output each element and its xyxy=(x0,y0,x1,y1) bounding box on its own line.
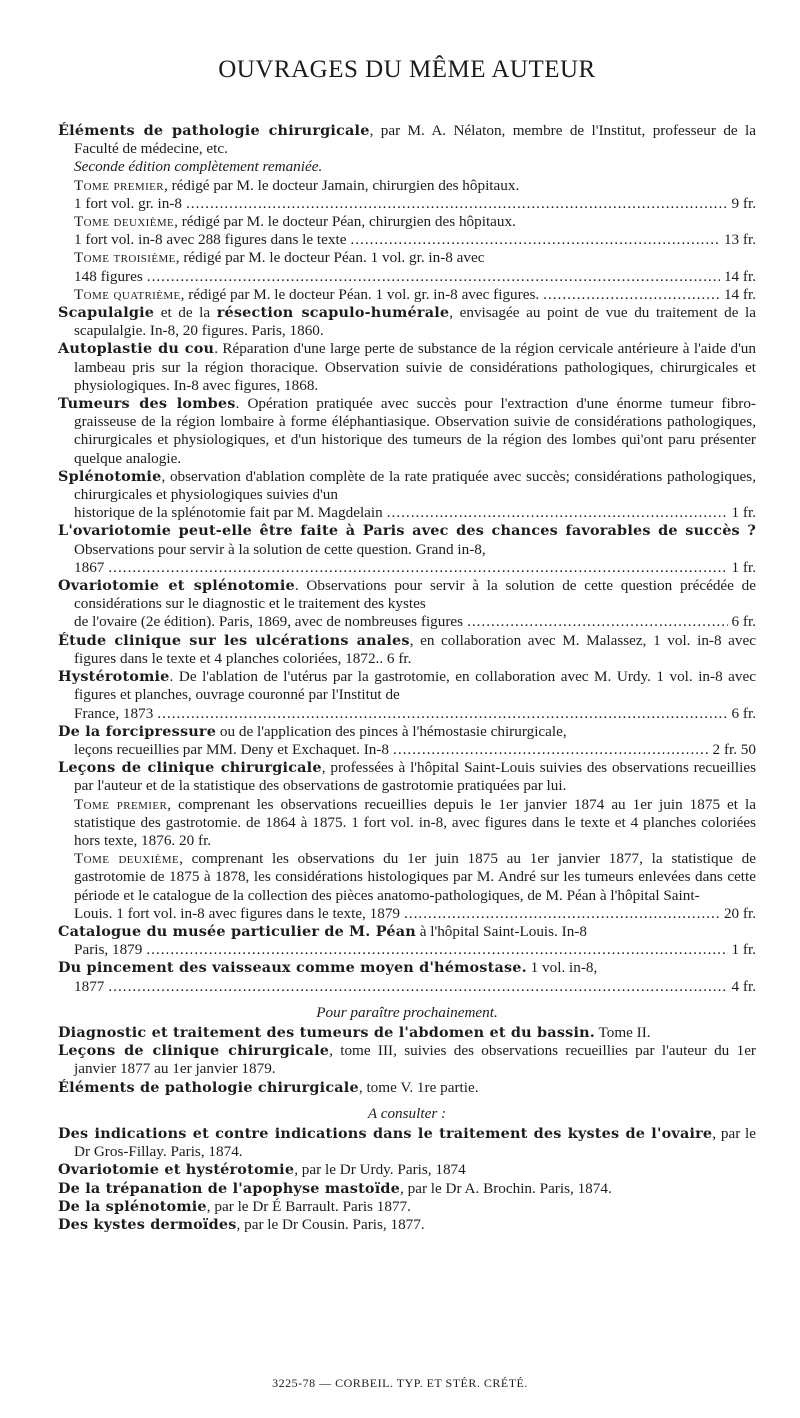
list-item xyxy=(58,1125,756,1161)
entry-text: historique de la splénotomie fait par M. Magdelain xyxy=(74,504,383,522)
entry-price: 20 fr. xyxy=(723,904,756,922)
entry-price: 14 fr. xyxy=(723,285,756,303)
entry-text: . De l'ablation de l'utérus par la gastrotomie, en collaboration avec M. Urdy. 1 vol. in-8 avec figures et planches, ouvrage couronné par l'Institut de xyxy=(74,668,756,704)
list-item xyxy=(58,1198,756,1216)
entry-title: Leçons de clinique chirurgicale xyxy=(58,1042,330,1060)
entry-text: 1867 xyxy=(74,558,105,576)
list-item xyxy=(58,577,756,632)
entry-price: 2 fr. 50 xyxy=(712,740,756,758)
entry-title: Leçons de clinique chirurgicale xyxy=(58,759,322,777)
entry-price: 1 fr. xyxy=(731,558,756,576)
entry-title: De la trépanation de l'apophyse mastoïde xyxy=(58,1179,401,1197)
list-item xyxy=(58,1161,756,1179)
printer-footer: 3225-78 — CORBEIL. TYP. ET STÉR. CRÉTÉ. xyxy=(272,1376,528,1390)
list-item xyxy=(58,1042,756,1078)
entry-title: Diagnostic et traitement des tumeurs de l'abdomen et du bassin. xyxy=(58,1023,595,1041)
entry-text: , par le Dr Gros-Fillay. Paris, 1874. xyxy=(74,1124,756,1161)
entry-text: , en collaboration avec M. Malassez, 1 vol. in-8 avec figures dans le texte et 4 planches coloriées, 1872.. 6 fr. xyxy=(74,631,756,667)
list-item xyxy=(58,286,756,304)
entry-title: Tumeurs des lombes xyxy=(58,395,236,413)
list-item xyxy=(58,249,756,285)
entry-text: , comprenant les observations du 1er juin 1875 au 1er janvier 1877, la statistique de gastrotomie de 1875 à 1878, les considérations histologiques par M. André sur les tumeurs enlevées dans cette période et le catalogue de la collection des pièces anatomo-pathologiques, de M. Péan à l'hôpital Saint- xyxy=(74,850,756,904)
list-item xyxy=(58,723,756,759)
entry-title: Étude clinique sur les ulcérations anales xyxy=(58,631,410,649)
entry-text: . Réparation d'une large perte de substance de la région cervicale antérieure à l'aide d'un lambeau pris sur la région thoracique. Observation suivie de considérations pathologiques, chirurgicales et physiologiques. In-8 avec figures, 1868. xyxy=(74,340,756,394)
entry-text: Paris, 1879 xyxy=(74,941,143,959)
entry-text: , rédigé par M. le docteur Péan. 1 vol. gr. in-8 avec figures. xyxy=(180,285,540,303)
entry-text: France, 1873 xyxy=(74,704,154,722)
entry-title: Des indications et contre indications dans le traitement des kystes de l'ovaire xyxy=(58,1124,713,1142)
entry-text: 1 fort vol. in-8 avec 288 figures dans le texte xyxy=(74,231,347,249)
entry-title: Éléments de pathologie chirurgicale xyxy=(58,122,370,139)
entry-text: Tome II. xyxy=(594,1023,651,1041)
list-item xyxy=(58,122,756,158)
entry-text: , par le Dr A. Brochin. Paris, 1874. xyxy=(400,1179,612,1197)
section-heading-forthcoming: Pour paraître prochainement. xyxy=(316,1003,498,1021)
entry-lead: Tome troisième xyxy=(74,249,176,267)
list-item xyxy=(58,158,756,176)
list-item xyxy=(58,340,756,395)
entry-text: , tome III, suivies des observations recueillies par l'auteur du 1er janvier 1877 au 1er janvier 1879. xyxy=(74,1042,756,1078)
entry-text: , envisagée au point de vue du traitement de la scapulalgie. In-8, 20 figures. Paris, 1860. xyxy=(74,304,756,340)
entry-title: Ovariotomie et hystérotomie xyxy=(58,1161,295,1179)
list-item xyxy=(58,1180,756,1198)
entry-text: . Observations pour servir à la solution de cette question précédée de considérations sur le diagnostic et le traitement des kystes xyxy=(74,577,757,613)
entry-text: , par le Dr Cousin. Paris, 1877. xyxy=(236,1215,425,1233)
entry-text: , par le Dr Urdy. Paris, 1874 xyxy=(294,1161,466,1179)
entry-text: , rédigé par M. le docteur Jamain, chirurgien des hôpitaux. xyxy=(164,176,520,194)
entry-title: Splénotomie xyxy=(58,467,162,485)
list-item xyxy=(58,1079,756,1097)
entry-title: Éléments de pathologie chirurgicale xyxy=(58,1078,359,1096)
entry-text: 1877 xyxy=(74,977,105,995)
entry-text: Louis. 1 fort vol. in-8 avec figures dans le texte, 1879 xyxy=(74,904,401,922)
list-item xyxy=(58,304,756,340)
entry-text: leçons recueillies par MM. Deny et Exchaquet. In-8 xyxy=(74,740,390,758)
entry-text: et de la xyxy=(154,304,217,322)
entry-title: résection scapulo-humérale xyxy=(216,304,450,322)
list-item xyxy=(58,522,756,577)
entry-text: , comprenant les observations recueillies depuis le 1er janvier 1874 au 1er juin 1875 et la statistique des gastrotomie. de 1864 à 1875. 1 fort vol. in-8, avec figures dans le texte et 4 planches coloriées hors texte, 1876. 20 fr. xyxy=(74,795,756,849)
entry-text: , rédigé par M. le docteur Péan, chirurgien des hôpitaux. xyxy=(174,213,516,231)
entry-text: , rédigé par M. le docteur Péan. 1 vol. gr. in-8 avec xyxy=(175,249,485,267)
entry-lead: Tome quatrième xyxy=(74,285,181,303)
entry-text: de l'ovaire (2e édition). Paris, 1869, avec de nombreuses figures xyxy=(74,613,464,631)
entry-title: Autoplastie du cou xyxy=(58,340,215,358)
entry-text: , par M. A. Nélaton, membre de l'Institut, professeur de la Faculté de médecine, etc. xyxy=(74,122,756,158)
list-item xyxy=(58,850,756,923)
entry-title: De la splénotomie xyxy=(58,1197,207,1215)
entry-lead: Tome premier xyxy=(74,176,164,194)
entry-price: 6 fr. xyxy=(731,613,756,631)
list-item xyxy=(58,796,756,851)
entries-list xyxy=(58,122,756,1234)
entry-text: ou de l'application des pinces à l'hémostasie chirurgicale, xyxy=(216,722,567,740)
page-header: OUVRAGES DU MÊME AUTEUR xyxy=(218,56,596,83)
list-item xyxy=(58,177,756,213)
entry-text: , tome V. 1re partie. xyxy=(358,1078,479,1096)
entry-subtitle: Seconde édition complètement remaniée. xyxy=(74,158,323,176)
list-item xyxy=(58,759,756,795)
section-heading-consult: A consulter : xyxy=(367,1104,447,1122)
entry-lead: Tome premier xyxy=(74,795,168,813)
list-item xyxy=(58,632,756,668)
list-item xyxy=(58,923,756,959)
entry-text: , par le Dr É Barrault. Paris 1877. xyxy=(206,1197,411,1215)
entry-title: Catalogue du musée particulier de M. Péan xyxy=(58,922,416,940)
entry-text: . Opération pratiquée avec succès pour l'extraction d'une énorme tumeur fibro-graisseuse de la région lombaire à forme éléphantiasique. Observation suivie de considérations pathologiques, chirurgicales et physiologiques, et d'un historique des tumeurs de la région des lombes qui'ont paru présenter quelque analogie. xyxy=(74,395,756,467)
entry-price: 4 fr. xyxy=(731,977,756,995)
entry-text: , professées à l'hôpital Saint-Louis suivies des observations recueillies par l'auteur et de la statistique des observations de gastrotomie pratiquées par lui. xyxy=(74,759,756,795)
entry-title: Scapulalgie xyxy=(58,304,155,322)
entry-price: 9 fr. xyxy=(731,194,756,212)
entry-lead: Tome deuxième xyxy=(74,850,180,868)
entry-text: à l'hôpital Saint-Louis. In-8 xyxy=(415,922,587,940)
list-item xyxy=(58,213,756,249)
list-item xyxy=(58,1024,756,1042)
list-item xyxy=(58,468,756,523)
list-item xyxy=(58,395,756,468)
entry-title: L'ovariotomie peut-elle être faite à Paris avec des chances favorables de succès ? xyxy=(58,522,756,540)
entry-text: 1 vol. in-8, xyxy=(526,959,598,977)
entry-price: 6 fr. xyxy=(731,704,756,722)
entry-text: 1 fort vol. gr. in-8 xyxy=(74,194,182,212)
entry-lead: Tome deuxième xyxy=(74,213,175,231)
entry-price: 13 fr. xyxy=(723,231,756,249)
entry-price: 1 fr. xyxy=(731,504,756,522)
entry-title: De la forcipressure xyxy=(58,722,217,740)
list-item xyxy=(58,668,756,723)
list-item xyxy=(58,1216,756,1234)
entry-price: 1 fr. xyxy=(731,941,756,959)
entry-title: Ovariotomie et splénotomie xyxy=(58,577,295,595)
entry-text: Observations pour servir à la solution de cette question. Grand in-8, xyxy=(74,540,486,558)
entry-text: 148 figures xyxy=(74,267,143,285)
entry-text: , observation d'ablation complète de la rate pratiquée avec succès; considérations pathologiques, chirurgicales et physiologiques suivies d'un xyxy=(74,467,756,504)
entry-title: Des kystes dermoïdes xyxy=(58,1215,237,1233)
entry-title: Du pincement des vaisseaux comme moyen d'hémostase. xyxy=(58,959,527,977)
entry-title: Hystérotomie xyxy=(58,668,170,686)
entry-price: 14 fr. xyxy=(723,267,756,285)
list-item xyxy=(58,959,756,995)
